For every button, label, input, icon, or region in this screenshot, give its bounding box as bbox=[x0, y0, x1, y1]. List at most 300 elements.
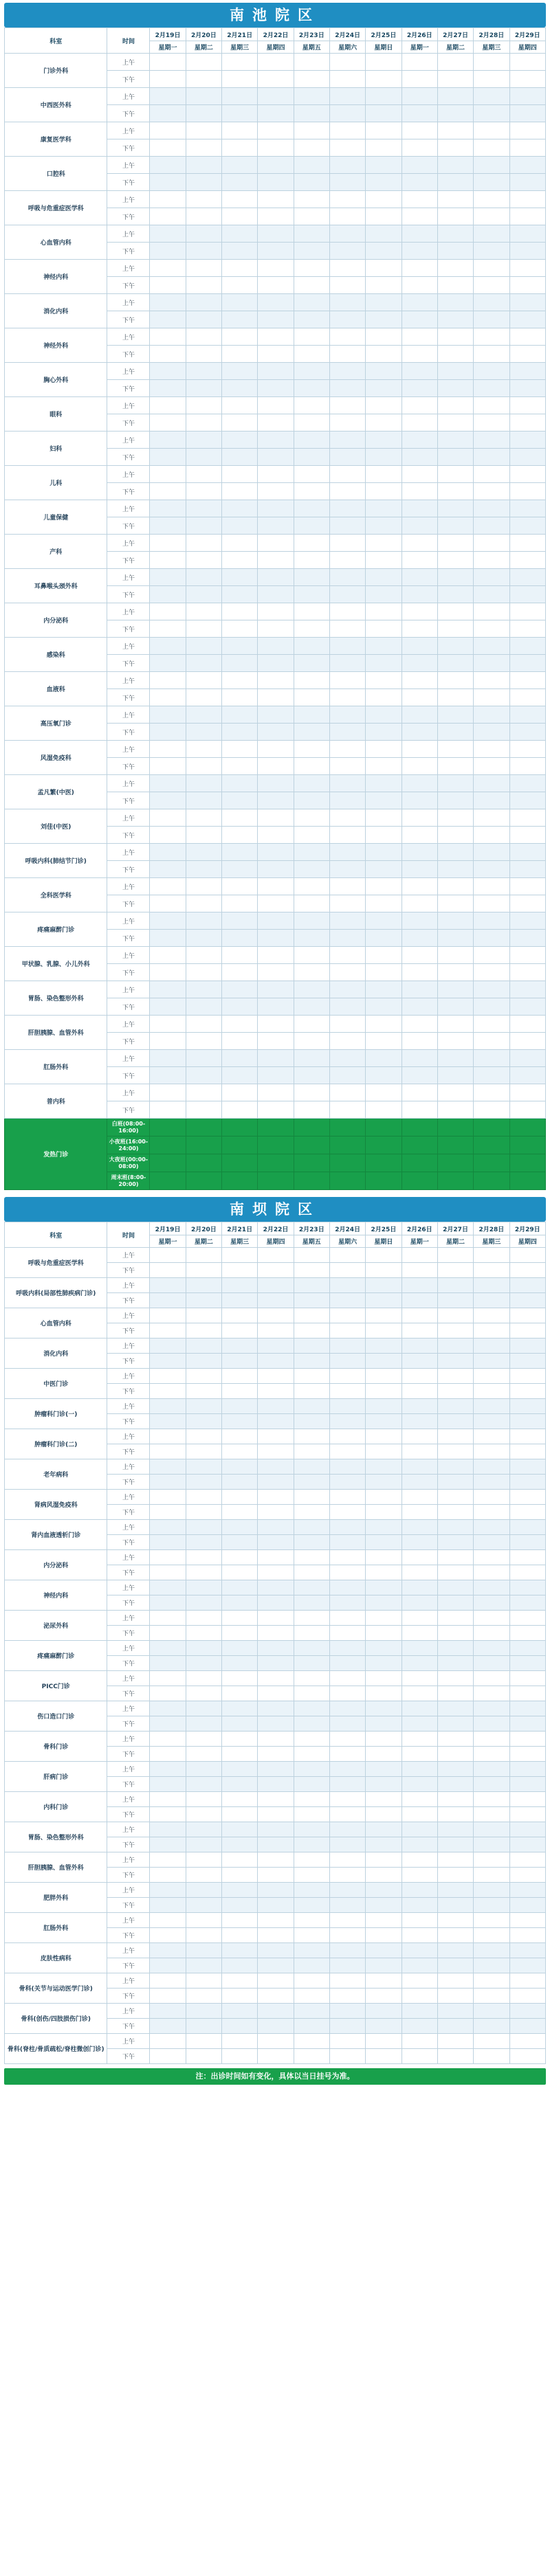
doctor-cell bbox=[474, 466, 509, 483]
doctor-cell bbox=[294, 895, 329, 912]
doctor-cell bbox=[150, 912, 186, 930]
session-label: 下午 bbox=[107, 861, 150, 878]
doctor-cell bbox=[222, 844, 258, 861]
doctor-cell bbox=[509, 1958, 545, 1973]
department-name: 血液科 bbox=[5, 672, 107, 706]
session-label: 上午 bbox=[107, 363, 150, 380]
doctor-cell bbox=[402, 535, 437, 552]
doctor-cell bbox=[150, 689, 186, 706]
session-label: 下午 bbox=[107, 71, 150, 88]
department-name: 胸心外科 bbox=[5, 363, 107, 397]
doctor-cell bbox=[402, 1459, 437, 1475]
doctor-cell bbox=[474, 844, 509, 861]
doctor-cell bbox=[186, 655, 221, 672]
doctor-cell bbox=[366, 1989, 402, 2004]
session-label: 上午 bbox=[107, 1641, 150, 1656]
doctor-cell bbox=[186, 1172, 221, 1190]
doctor-cell bbox=[258, 569, 294, 586]
doctor-cell bbox=[186, 1928, 221, 1943]
doctor-cell bbox=[366, 1067, 402, 1084]
schedule-row bbox=[5, 741, 546, 758]
doctor-cell bbox=[222, 397, 258, 414]
doctor-cell bbox=[150, 981, 186, 998]
doctor-cell bbox=[150, 380, 186, 397]
doctor-cell bbox=[437, 1429, 473, 1444]
weekday-header: 星期二 bbox=[437, 1235, 473, 1248]
doctor-cell bbox=[222, 2004, 258, 2019]
doctor-cell bbox=[366, 432, 402, 449]
doctor-cell bbox=[474, 2019, 509, 2034]
doctor-cell bbox=[509, 1989, 545, 2004]
doctor-cell bbox=[150, 569, 186, 586]
doctor-cell bbox=[186, 2019, 221, 2034]
doctor-cell bbox=[402, 1263, 437, 1278]
doctor-cell bbox=[329, 758, 365, 775]
doctor-cell bbox=[402, 191, 437, 208]
doctor-cell bbox=[186, 71, 221, 88]
session-label: 下午 bbox=[107, 105, 150, 122]
doctor-cell bbox=[186, 1399, 221, 1414]
doctor-cell bbox=[294, 620, 329, 638]
doctor-cell bbox=[474, 1686, 509, 1701]
session-label: 下午 bbox=[107, 1323, 150, 1339]
doctor-cell bbox=[222, 1716, 258, 1732]
doctor-cell bbox=[402, 844, 437, 861]
doctor-cell bbox=[294, 638, 329, 655]
doctor-cell bbox=[437, 1868, 473, 1883]
doctor-cell bbox=[186, 466, 221, 483]
doctor-cell bbox=[150, 1913, 186, 1928]
doctor-cell bbox=[294, 466, 329, 483]
doctor-cell bbox=[258, 105, 294, 122]
doctor-cell bbox=[437, 1792, 473, 1807]
doctor-cell bbox=[294, 569, 329, 586]
doctor-cell bbox=[509, 758, 545, 775]
doctor-cell bbox=[186, 139, 221, 157]
schedule-row bbox=[5, 1339, 546, 1354]
doctor-cell bbox=[258, 706, 294, 724]
doctor-cell bbox=[150, 1293, 186, 1308]
doctor-cell bbox=[437, 741, 473, 758]
doctor-cell bbox=[258, 2049, 294, 2064]
doctor-cell bbox=[474, 328, 509, 346]
doctor-cell bbox=[294, 1671, 329, 1686]
doctor-cell bbox=[150, 844, 186, 861]
doctor-cell bbox=[329, 638, 365, 655]
doctor-cell bbox=[294, 1535, 329, 1550]
doctor-cell bbox=[294, 105, 329, 122]
doctor-cell bbox=[294, 1293, 329, 1308]
doctor-cell bbox=[294, 964, 329, 981]
doctor-cell bbox=[186, 346, 221, 363]
doctor-cell bbox=[294, 1308, 329, 1323]
session-label: 下午 bbox=[107, 1565, 150, 1580]
doctor-cell bbox=[437, 827, 473, 844]
doctor-cell bbox=[150, 225, 186, 243]
doctor-cell bbox=[329, 1084, 365, 1101]
doctor-cell bbox=[150, 1119, 186, 1136]
doctor-cell bbox=[150, 311, 186, 328]
doctor-cell bbox=[437, 1505, 473, 1520]
doctor-cell bbox=[509, 483, 545, 500]
doctor-cell bbox=[294, 1459, 329, 1475]
doctor-cell bbox=[150, 552, 186, 569]
doctor-cell bbox=[474, 157, 509, 174]
doctor-cell bbox=[437, 2019, 473, 2034]
doctor-cell bbox=[329, 1565, 365, 1580]
doctor-cell bbox=[222, 1913, 258, 1928]
doctor-cell bbox=[474, 1475, 509, 1490]
doctor-cell bbox=[222, 1339, 258, 1354]
doctor-cell bbox=[222, 1444, 258, 1459]
doctor-cell bbox=[402, 586, 437, 603]
doctor-cell bbox=[186, 311, 221, 328]
doctor-cell bbox=[294, 586, 329, 603]
doctor-cell bbox=[186, 981, 221, 998]
doctor-cell bbox=[437, 1369, 473, 1384]
doctor-cell bbox=[437, 1399, 473, 1414]
session-label: 上午 bbox=[107, 1580, 150, 1595]
doctor-cell bbox=[366, 500, 402, 517]
session-label: 下午 bbox=[107, 2049, 150, 2064]
doctor-cell bbox=[366, 466, 402, 483]
doctor-cell bbox=[186, 912, 221, 930]
doctor-cell bbox=[258, 1641, 294, 1656]
doctor-cell bbox=[366, 157, 402, 174]
doctor-cell bbox=[222, 277, 258, 294]
doctor-cell bbox=[509, 638, 545, 655]
doctor-cell bbox=[329, 1520, 365, 1535]
session-label: 下午 bbox=[107, 380, 150, 397]
doctor-cell bbox=[509, 1928, 545, 1943]
doctor-cell bbox=[294, 363, 329, 380]
doctor-cell bbox=[150, 1505, 186, 1520]
session-label: 上午 bbox=[107, 844, 150, 861]
doctor-cell bbox=[150, 1050, 186, 1067]
doctor-cell bbox=[437, 1308, 473, 1323]
doctor-cell bbox=[474, 363, 509, 380]
doctor-cell bbox=[366, 775, 402, 792]
doctor-cell bbox=[258, 500, 294, 517]
doctor-cell bbox=[437, 1656, 473, 1671]
doctor-cell bbox=[294, 311, 329, 328]
doctor-cell bbox=[258, 1989, 294, 2004]
doctor-cell bbox=[294, 1777, 329, 1792]
doctor-cell bbox=[474, 1248, 509, 1263]
doctor-cell bbox=[186, 243, 221, 260]
doctor-cell bbox=[150, 1792, 186, 1807]
doctor-cell bbox=[258, 1278, 294, 1293]
doctor-cell bbox=[258, 947, 294, 964]
doctor-cell bbox=[437, 672, 473, 689]
doctor-cell bbox=[186, 191, 221, 208]
doctor-cell bbox=[186, 1732, 221, 1747]
schedule-row bbox=[5, 1520, 546, 1535]
doctor-cell bbox=[509, 1868, 545, 1883]
doctor-cell bbox=[509, 466, 545, 483]
doctor-cell bbox=[258, 552, 294, 569]
doctor-cell bbox=[402, 1354, 437, 1369]
doctor-cell bbox=[509, 1671, 545, 1686]
doctor-cell bbox=[509, 1263, 545, 1278]
doctor-cell bbox=[509, 191, 545, 208]
doctor-cell bbox=[222, 1611, 258, 1626]
doctor-cell bbox=[366, 1535, 402, 1550]
doctor-cell bbox=[474, 1384, 509, 1399]
doctor-cell bbox=[402, 1067, 437, 1084]
schedule-row bbox=[5, 1762, 546, 1777]
doctor-cell bbox=[329, 724, 365, 741]
doctor-cell bbox=[186, 1837, 221, 1852]
doctor-cell bbox=[150, 1520, 186, 1535]
doctor-cell bbox=[329, 1807, 365, 1822]
doctor-cell bbox=[474, 706, 509, 724]
weekday-header: 星期日 bbox=[366, 41, 402, 54]
session-label: 上午 bbox=[107, 1016, 150, 1033]
doctor-cell bbox=[258, 483, 294, 500]
doctor-cell bbox=[437, 1136, 473, 1154]
doctor-cell bbox=[402, 1762, 437, 1777]
doctor-cell bbox=[258, 1293, 294, 1308]
doctor-cell bbox=[366, 1084, 402, 1101]
doctor-cell bbox=[509, 1837, 545, 1852]
doctor-cell bbox=[150, 1414, 186, 1429]
doctor-cell bbox=[294, 1580, 329, 1595]
doctor-cell bbox=[402, 638, 437, 655]
doctor-cell bbox=[329, 895, 365, 912]
doctor-cell bbox=[329, 1989, 365, 2004]
doctor-cell bbox=[474, 1016, 509, 1033]
doctor-cell bbox=[186, 1067, 221, 1084]
doctor-cell bbox=[222, 1686, 258, 1701]
schedule-row bbox=[5, 1943, 546, 1958]
doctor-cell bbox=[222, 655, 258, 672]
doctor-cell bbox=[366, 1580, 402, 1595]
doctor-cell bbox=[222, 1626, 258, 1641]
doctor-cell bbox=[294, 912, 329, 930]
doctor-cell bbox=[402, 1883, 437, 1898]
doctor-cell bbox=[402, 1050, 437, 1067]
session-label: 上午 bbox=[107, 741, 150, 758]
schedule-row bbox=[5, 1050, 546, 1067]
doctor-cell bbox=[402, 1369, 437, 1384]
doctor-cell bbox=[258, 363, 294, 380]
doctor-cell bbox=[437, 912, 473, 930]
doctor-cell bbox=[258, 930, 294, 947]
doctor-cell bbox=[258, 1505, 294, 1520]
doctor-cell bbox=[329, 122, 365, 139]
doctor-cell bbox=[366, 328, 402, 346]
doctor-cell bbox=[329, 1580, 365, 1595]
department-name: 骨科(脊柱/骨质疏松/脊柱微创门诊) bbox=[5, 2034, 107, 2064]
session-label: 上午 bbox=[107, 1369, 150, 1384]
doctor-cell bbox=[258, 620, 294, 638]
doctor-cell bbox=[186, 1101, 221, 1119]
doctor-cell bbox=[509, 88, 545, 105]
schedule-row bbox=[5, 363, 546, 380]
doctor-cell bbox=[402, 741, 437, 758]
doctor-cell bbox=[474, 105, 509, 122]
schedule-row bbox=[5, 1490, 546, 1505]
doctor-cell bbox=[294, 1762, 329, 1777]
session-label: 下午 bbox=[107, 1414, 150, 1429]
doctor-cell bbox=[186, 1520, 221, 1535]
department-name: 皮肤性病科 bbox=[5, 1943, 107, 1973]
doctor-cell bbox=[329, 1248, 365, 1263]
session-label: 下午 bbox=[107, 414, 150, 432]
doctor-cell bbox=[437, 1837, 473, 1852]
doctor-cell bbox=[150, 1747, 186, 1762]
doctor-cell bbox=[474, 1505, 509, 1520]
weekday-header: 星期一 bbox=[150, 1235, 186, 1248]
doctor-cell bbox=[294, 1399, 329, 1414]
doctor-cell bbox=[294, 346, 329, 363]
doctor-cell bbox=[329, 998, 365, 1016]
doctor-cell bbox=[258, 1399, 294, 1414]
session-label: 下午 bbox=[107, 1354, 150, 1369]
doctor-cell bbox=[150, 243, 186, 260]
doctor-cell bbox=[222, 1475, 258, 1490]
doctor-cell bbox=[222, 122, 258, 139]
doctor-cell bbox=[258, 1898, 294, 1913]
doctor-cell bbox=[294, 1686, 329, 1701]
session-label: 上午 bbox=[107, 672, 150, 689]
doctor-cell bbox=[437, 895, 473, 912]
doctor-cell bbox=[329, 1505, 365, 1520]
doctor-cell bbox=[437, 1293, 473, 1308]
weekday-header: 星期日 bbox=[366, 1235, 402, 1248]
schedule-row bbox=[5, 1399, 546, 1414]
doctor-cell bbox=[402, 1475, 437, 1490]
doctor-cell bbox=[437, 1943, 473, 1958]
doctor-cell bbox=[150, 1475, 186, 1490]
doctor-cell bbox=[186, 2049, 221, 2064]
doctor-cell bbox=[474, 827, 509, 844]
doctor-cell bbox=[402, 54, 437, 71]
doctor-cell bbox=[294, 1263, 329, 1278]
doctor-cell bbox=[329, 105, 365, 122]
doctor-cell bbox=[329, 1444, 365, 1459]
date-header: 2月28日 bbox=[474, 1222, 509, 1235]
doctor-cell bbox=[329, 741, 365, 758]
doctor-cell bbox=[509, 1595, 545, 1611]
doctor-cell bbox=[222, 706, 258, 724]
doctor-cell bbox=[329, 620, 365, 638]
doctor-cell bbox=[258, 71, 294, 88]
doctor-cell bbox=[150, 346, 186, 363]
doctor-cell bbox=[509, 1716, 545, 1732]
doctor-cell bbox=[509, 294, 545, 311]
doctor-cell bbox=[509, 1136, 545, 1154]
doctor-cell bbox=[437, 1913, 473, 1928]
session-label: 下午 bbox=[107, 1989, 150, 2004]
doctor-cell bbox=[258, 1033, 294, 1050]
doctor-cell bbox=[222, 466, 258, 483]
schedule-row bbox=[5, 2004, 546, 2019]
department-name: 神经外科 bbox=[5, 328, 107, 363]
doctor-cell bbox=[402, 225, 437, 243]
doctor-cell bbox=[474, 414, 509, 432]
doctor-cell bbox=[222, 775, 258, 792]
doctor-cell bbox=[437, 1671, 473, 1686]
doctor-cell bbox=[509, 1762, 545, 1777]
doctor-cell bbox=[150, 1701, 186, 1716]
doctor-cell bbox=[186, 1384, 221, 1399]
doctor-cell bbox=[150, 792, 186, 809]
doctor-cell bbox=[474, 380, 509, 397]
session-label: 上午 bbox=[107, 432, 150, 449]
session-label: 上午 bbox=[107, 1732, 150, 1747]
schedule-row bbox=[5, 1852, 546, 1868]
doctor-cell bbox=[258, 1084, 294, 1101]
doctor-cell bbox=[402, 964, 437, 981]
doctor-cell bbox=[222, 724, 258, 741]
doctor-cell bbox=[150, 809, 186, 827]
doctor-cell bbox=[329, 844, 365, 861]
doctor-cell bbox=[150, 1067, 186, 1084]
doctor-cell bbox=[509, 1913, 545, 1928]
schedule-row bbox=[5, 1084, 546, 1101]
doctor-cell bbox=[294, 1384, 329, 1399]
doctor-cell bbox=[402, 552, 437, 569]
doctor-cell bbox=[329, 1429, 365, 1444]
doctor-cell bbox=[509, 1580, 545, 1595]
doctor-cell bbox=[294, 328, 329, 346]
doctor-cell bbox=[294, 208, 329, 225]
doctor-cell bbox=[186, 397, 221, 414]
session-label: 下午 bbox=[107, 449, 150, 466]
doctor-cell bbox=[509, 1732, 545, 1747]
doctor-cell bbox=[402, 878, 437, 895]
schedule-row bbox=[5, 1429, 546, 1444]
schedule-row bbox=[5, 432, 546, 449]
doctor-cell bbox=[366, 1101, 402, 1119]
doctor-cell bbox=[474, 878, 509, 895]
doctor-cell bbox=[509, 277, 545, 294]
doctor-cell bbox=[294, 432, 329, 449]
session-label: 上午 bbox=[107, 981, 150, 998]
date-header: 2月19日 bbox=[150, 1222, 186, 1235]
dept-column-header: 科室 bbox=[5, 28, 107, 54]
doctor-cell bbox=[509, 414, 545, 432]
special-session-label: 周末班(8:00-20:00) bbox=[107, 1172, 150, 1190]
doctor-cell bbox=[329, 1033, 365, 1050]
doctor-cell bbox=[150, 174, 186, 191]
department-name: 呼吸内科(局部性肺疾病门诊) bbox=[5, 1278, 107, 1308]
doctor-cell bbox=[329, 1868, 365, 1883]
doctor-cell bbox=[437, 1535, 473, 1550]
date-row bbox=[5, 28, 546, 41]
doctor-cell bbox=[150, 122, 186, 139]
doctor-cell bbox=[329, 54, 365, 71]
doctor-cell bbox=[186, 1747, 221, 1762]
doctor-cell bbox=[258, 1323, 294, 1339]
doctor-cell bbox=[222, 1641, 258, 1656]
doctor-cell bbox=[366, 1837, 402, 1852]
doctor-cell bbox=[329, 827, 365, 844]
doctor-cell bbox=[474, 1837, 509, 1852]
doctor-cell bbox=[258, 981, 294, 998]
doctor-cell bbox=[258, 1868, 294, 1883]
dept-column-header: 科室 bbox=[5, 1222, 107, 1248]
doctor-cell bbox=[222, 1263, 258, 1278]
doctor-cell bbox=[186, 535, 221, 552]
doctor-cell bbox=[222, 1671, 258, 1686]
doctor-cell bbox=[366, 1308, 402, 1323]
doctor-cell bbox=[294, 1414, 329, 1429]
doctor-cell bbox=[186, 1535, 221, 1550]
doctor-cell bbox=[509, 1611, 545, 1626]
